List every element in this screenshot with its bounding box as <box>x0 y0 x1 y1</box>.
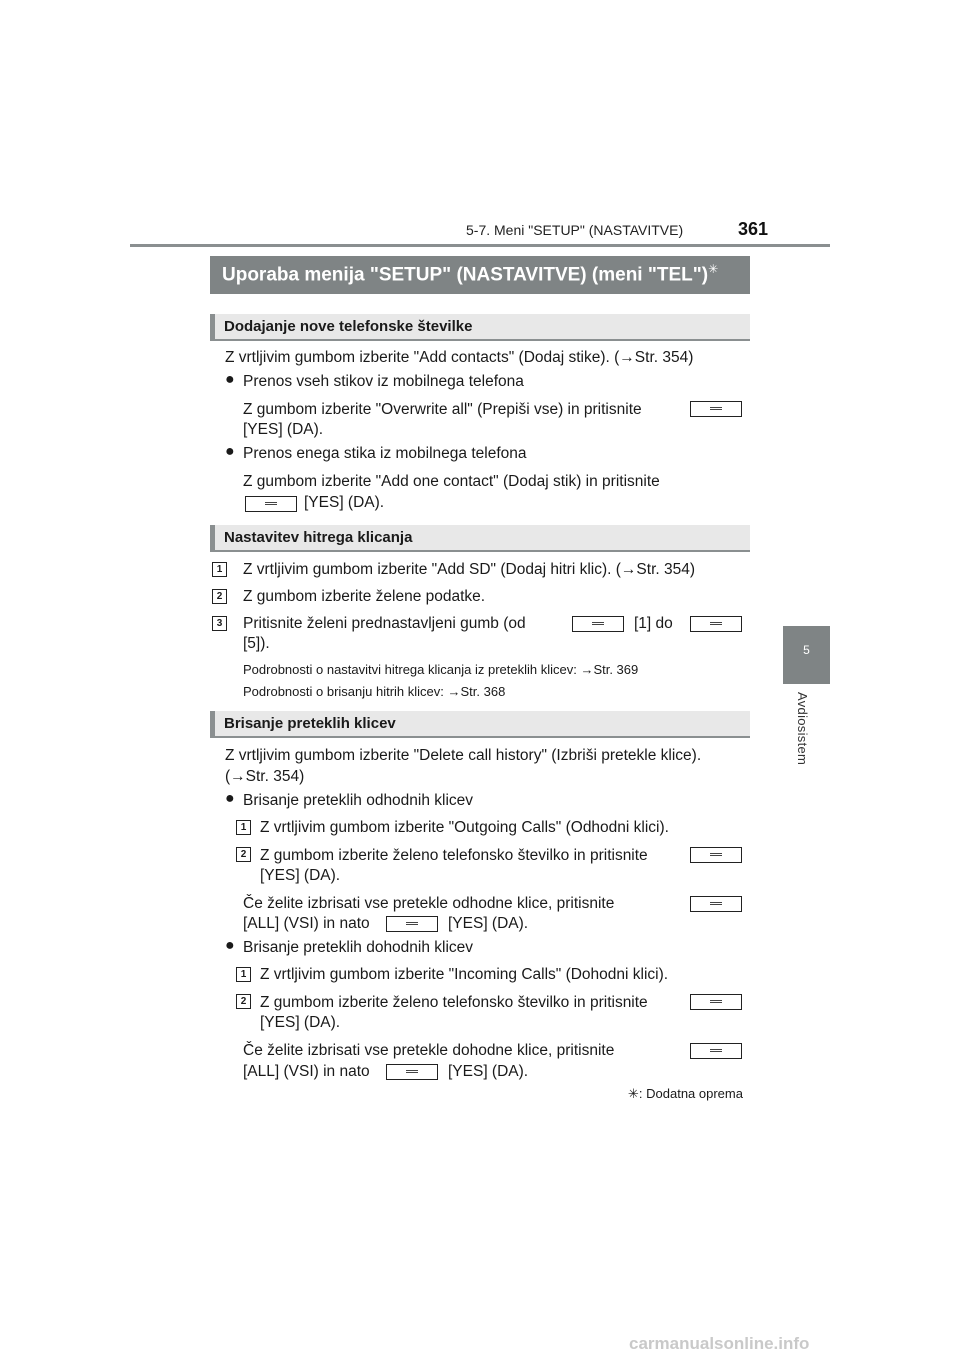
section3-b2-note-b2: [YES] (DA). <box>448 1063 529 1080</box>
step-number: 2 <box>236 847 251 862</box>
enter-button-icon <box>572 616 624 632</box>
section3-intro1: Z vrtljivim gumbom izberite "Delete call history" (Izbriši pretekle klice). <box>225 747 702 764</box>
enter-button-icon <box>690 401 742 417</box>
chapter-tab: 5 <box>783 626 830 684</box>
bullet-icon: ● <box>225 790 235 807</box>
step-number: 1 <box>212 562 227 577</box>
enter-button-icon <box>386 1064 438 1080</box>
section2-step1: Z vrtljivim gumbom izberite "Add SD" (Dodaj hitri klic). (→Str. 354) <box>243 561 696 578</box>
section2-step3-b: [1] do <box>634 615 673 632</box>
optional-star-icon: ✳ <box>708 262 719 276</box>
bullet-icon: ● <box>225 937 235 954</box>
section3-b1-step2-a: Z gumbom izberite želeno telefonsko številko in pritisnite <box>260 847 648 864</box>
section3-b2-step2-b: [YES] (DA). <box>260 1014 341 1031</box>
enter-button-icon <box>245 496 297 512</box>
section2-note1: Podrobnosti o nastavitvi hitrega klicanja iz preteklih klicev: →Str. 369 <box>243 662 639 677</box>
section1-bullet1-line2: [YES] (DA). <box>243 421 324 438</box>
enter-button-icon <box>690 1043 742 1059</box>
footnote <box>628 1086 743 1102</box>
enter-button-icon <box>690 896 742 912</box>
footnote-text: : Dodatna oprema <box>638 1086 743 1101</box>
section3-bullet1: Brisanje preteklih odhodnih klicev <box>243 792 474 809</box>
section-banner <box>210 256 750 294</box>
section3-b2-step2-a: Z gumbom izberite želeno telefonsko številko in pritisnite <box>260 994 648 1011</box>
section2-step3-c: [5]). <box>243 635 270 652</box>
chapter-title: 5-7. Meni "SETUP" (NASTAVITVE) <box>466 222 684 238</box>
subheading-speed-dial: Nastavitev hitrega klicanja <box>210 525 750 552</box>
chapter-tab-label: Avdiosistem <box>795 692 810 766</box>
section3-intro2: (→Str. 354) <box>225 768 305 785</box>
step-number: 3 <box>212 616 227 631</box>
section3-b1-step2-b: [YES] (DA). <box>260 867 341 884</box>
enter-button-icon <box>386 916 438 932</box>
page-number: 361 <box>738 219 769 239</box>
section3-b2-step1: Z vrtljivim gumbom izberite "Incoming Calls" (Dohodni klici). <box>260 966 669 983</box>
step-number: 1 <box>236 820 251 835</box>
optional-star-icon: ✳ <box>628 1086 639 1101</box>
subheading-add-number: Dodajanje nove telefonske številke <box>210 314 750 341</box>
step-number: 2 <box>212 589 227 604</box>
section3-b2-note-b1: [ALL] (VSI) in nato <box>243 1063 370 1080</box>
section1-bullet1-line1: Z gumbom izberite "Overwrite all" (Prepiši vse) in pritisnite <box>243 401 642 418</box>
section3-bullet2: Brisanje preteklih dohodnih klicev <box>243 939 474 956</box>
section2-note2: Podrobnosti o brisanju hitrih klicev: →Str. 368 <box>243 684 506 699</box>
enter-button-icon <box>690 616 742 632</box>
section1-bullet2: Prenos enega stika iz mobilnega telefona <box>243 445 527 462</box>
bullet-icon: ● <box>225 371 235 388</box>
enter-button-icon <box>690 994 742 1010</box>
section3-b1-step1: Z vrtljivim gumbom izberite "Outgoing Calls" (Odhodni klici). <box>260 819 669 836</box>
header-divider <box>130 244 830 247</box>
section3-b1-note-b2: [YES] (DA). <box>448 915 529 932</box>
section1-bullet2-line1: Z gumbom izberite "Add one contact" (Dodaj stik) in pritisnite <box>243 473 660 490</box>
section3-b2-note-a: Če želite izbrisati vse pretekle dohodne klice, pritisnite <box>243 1042 615 1059</box>
bullet-icon: ● <box>225 443 235 460</box>
section3-b1-note-b1: [ALL] (VSI) in nato <box>243 915 370 932</box>
banner-title: Uporaba menija "SETUP" (NASTAVITVE) (meni "TEL") <box>222 264 709 286</box>
section2-step2: Z gumbom izberite želene podatke. <box>243 588 486 605</box>
watermark: carmanualsonline.info <box>629 1334 810 1353</box>
section1-intro: Z vrtljivim gumbom izberite "Add contacts" (Dodaj stike). (→Str. 354) <box>225 349 694 366</box>
section1-bullet2-line2: [YES] (DA). <box>304 494 385 511</box>
step-number: 1 <box>236 967 251 982</box>
subheading-delete-history: Brisanje preteklih klicev <box>210 711 750 738</box>
section3-b1-note-a: Če želite izbrisati vse pretekle odhodne klice, pritisnite <box>243 895 615 912</box>
section2-step3-a: Pritisnite želeni prednastavljeni gumb (od <box>243 615 526 632</box>
enter-button-icon <box>690 847 742 863</box>
section1-bullet1: Prenos vseh stikov iz mobilnega telefona <box>243 373 524 390</box>
step-number: 2 <box>236 994 251 1009</box>
